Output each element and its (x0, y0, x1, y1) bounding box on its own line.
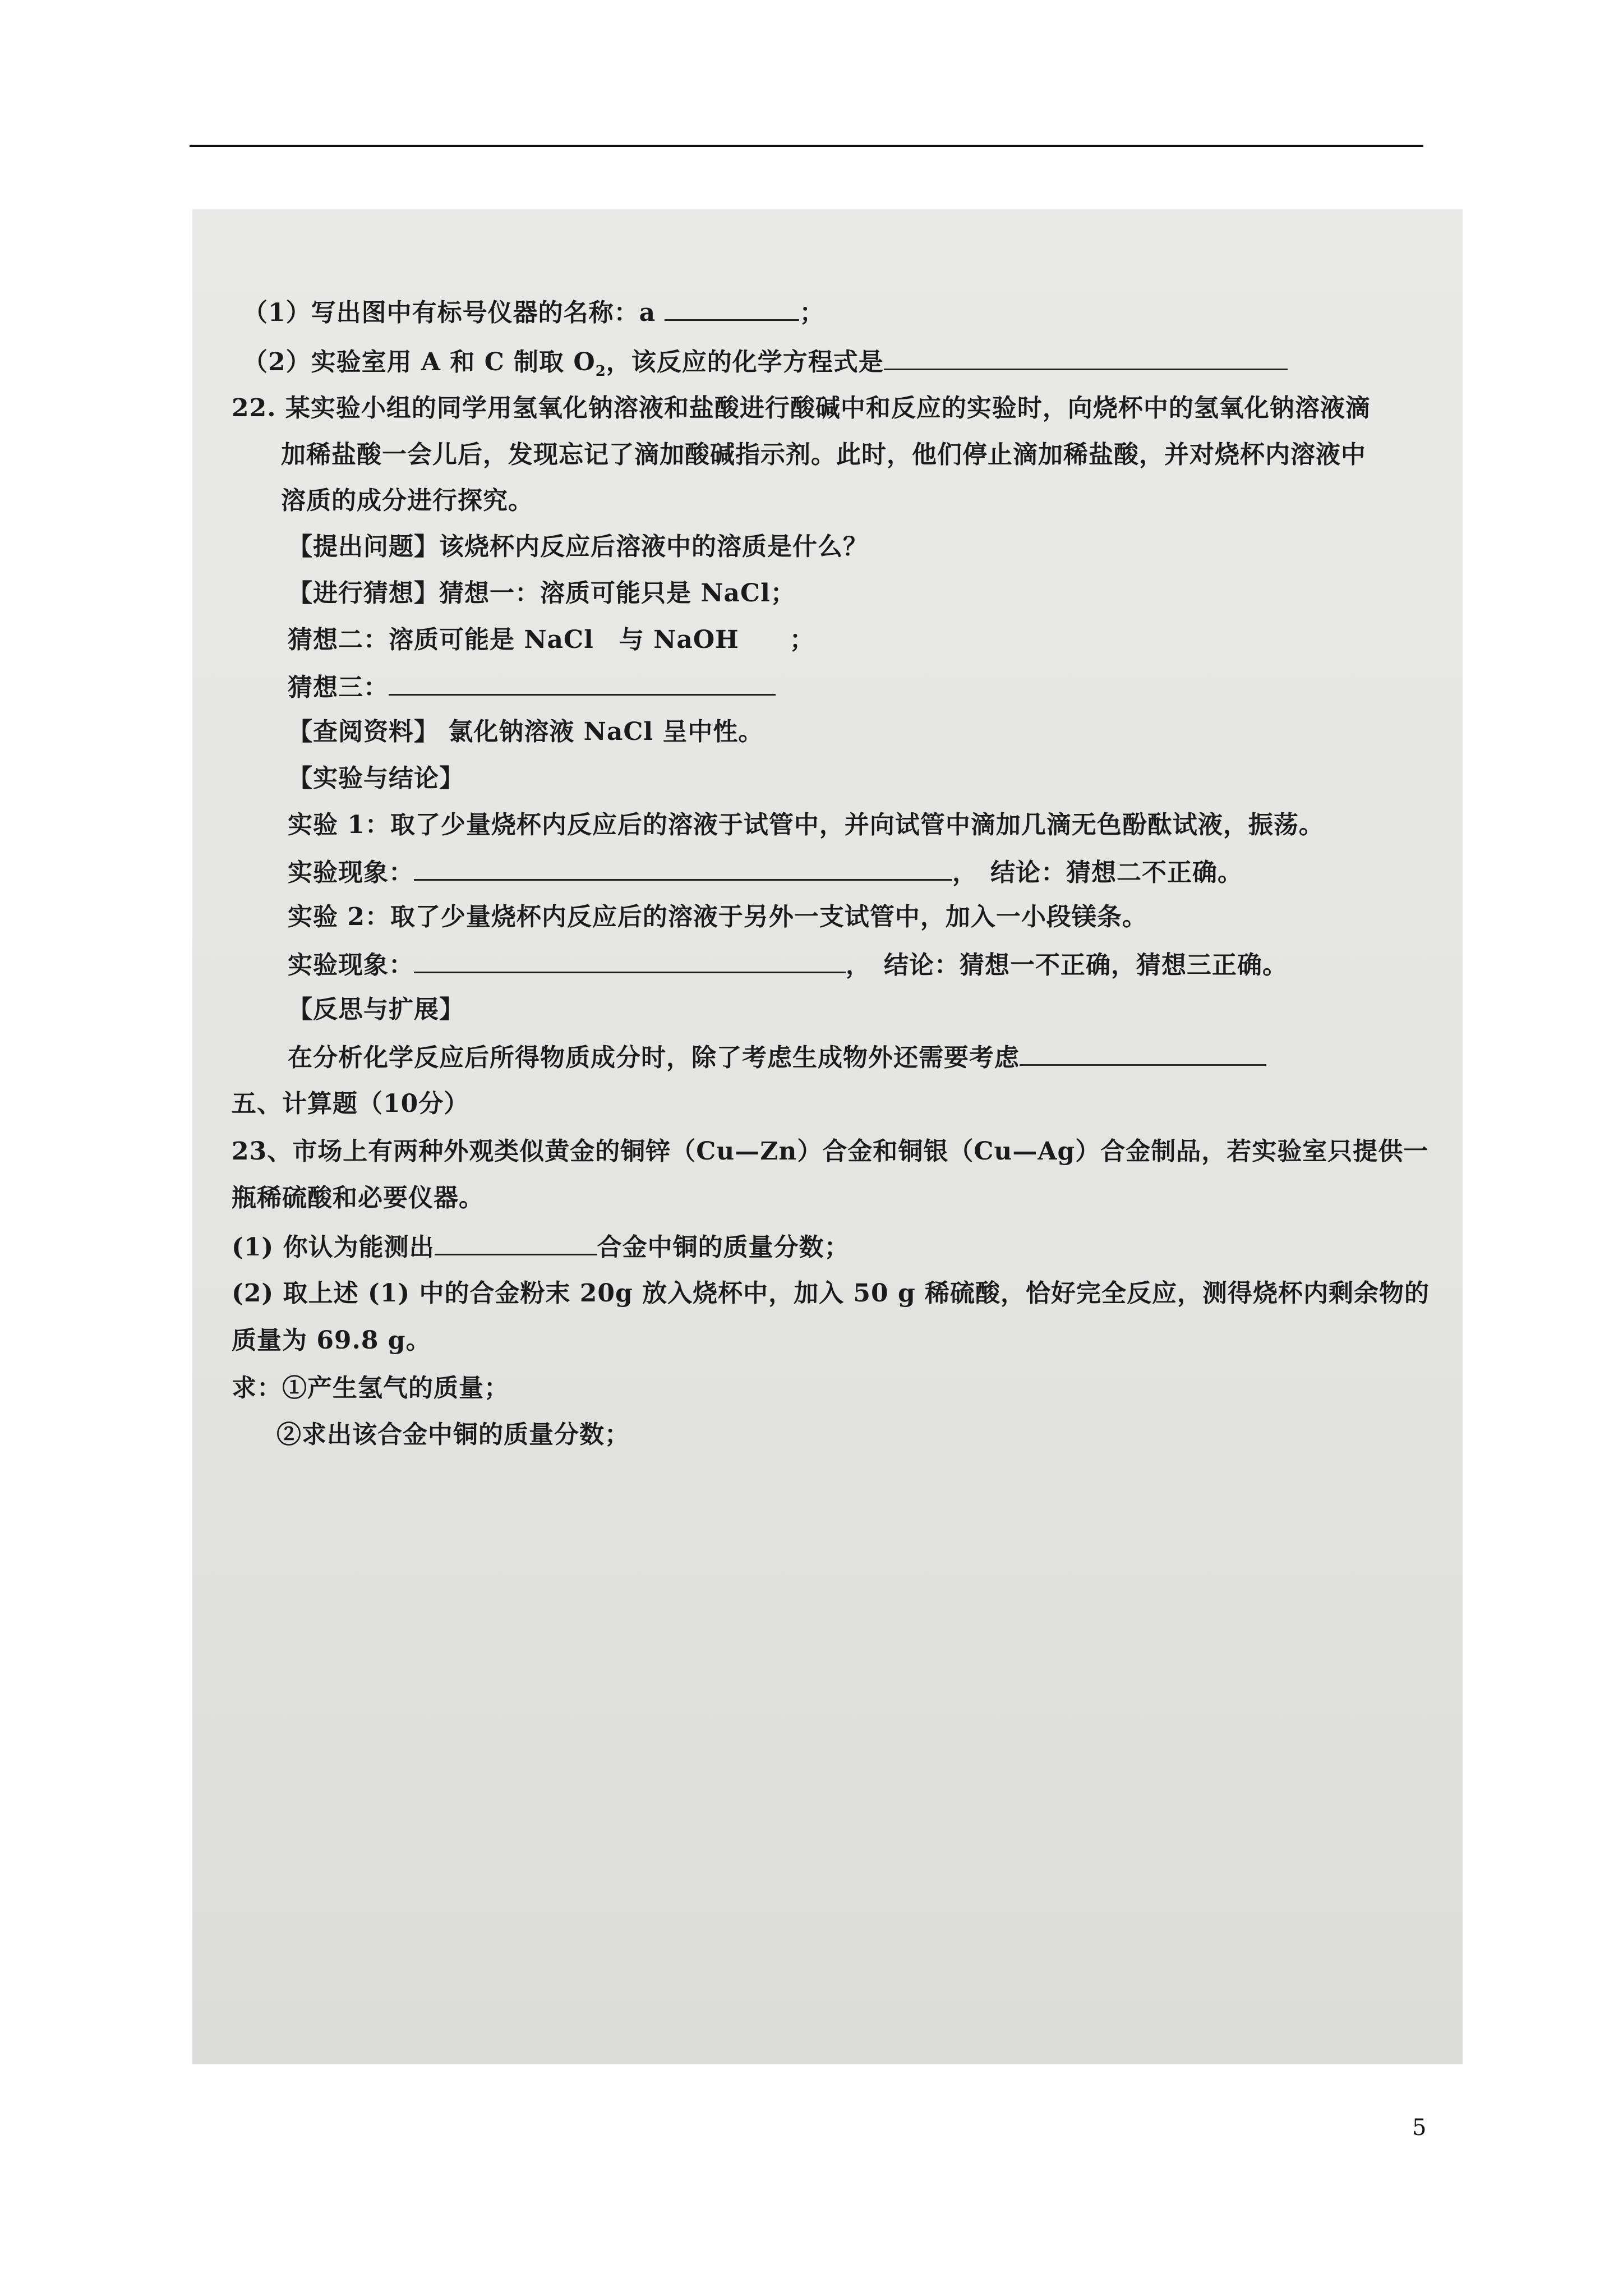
q22-guess-1: 【进行猜想】猜想一：溶质可能只是 NaCl； (288, 579, 796, 608)
q22-guess-3: 猜想三： (288, 669, 776, 705)
q22-guess-2: 猜想二：溶质可能是 NaCl 与 NaOH ； (288, 625, 815, 654)
q23-text-line1: 23、市场上有两种外观类似黄金的铜锌（Cu—Zn）合金和铜银（Cu—Ag）合金制品，若实验室只提供一 (232, 1137, 1429, 1166)
answer-blank (1020, 1039, 1266, 1066)
header-rule (190, 145, 1423, 147)
section-5-title: 五、计算题（10分） (232, 1089, 469, 1118)
q22-text-line1: 22. 某实验小组的同学用氢氧化钠溶液和盐酸进行酸碱中和反应的实验时，向烧杯中的氢氧化钠溶液滴 (232, 394, 1371, 422)
q22-experiment-1: 实验 1：取了少量烧杯内反应后的溶液于试管中，并向试管中滴加几滴无色酚酞试液，振荡。 (288, 811, 1324, 839)
answer-blank (389, 669, 776, 696)
q23-text-line2: 瓶稀硫酸和必要仪器。 (232, 1184, 484, 1212)
answer-blank (414, 947, 846, 973)
q22-reflection-title: 【反思与扩展】 (288, 995, 464, 1024)
q22-observation-2: 实验现象： ， 结论：猜想一不正确，猜想三正确。 (288, 947, 1288, 982)
answer-blank (435, 1229, 597, 1255)
q23-part1: (1) 你认为能测出 合金中铜的质量分数； (232, 1229, 850, 1264)
q22-question: 【提出问题】该烧杯内反应后溶液中的溶质是什么？ (288, 532, 868, 561)
q23-part2-line2: 质量为 69.8 g。 (232, 1326, 431, 1355)
q23-part2-line1: (2) 取上述 (1) 中的合金粉末 20g 放入烧杯中，加入 50 g 稀硫酸，恰好完全反应，测得烧杯内剩余物的 (232, 1279, 1430, 1308)
q23-ask-1: 求：①产生氢气的质量； (232, 1374, 509, 1402)
q23-ask-2: ②求出该合金中铜的质量分数； (276, 1420, 630, 1449)
q21-part2: （2）实验室用 A 和 C 制取 $O_2$，该反应的化学方程式是 (243, 344, 1288, 388)
answer-blank (884, 344, 1288, 370)
page-number: 5 (1412, 2115, 1427, 2141)
q22-text-line3: 溶质的成分进行探究。 (281, 486, 533, 515)
q22-reflection-text: 在分析化学反应后所得物质成分时，除了考虑生成物外还需要考虑 (288, 1039, 1266, 1075)
q22-observation-1: 实验现象： ， 结论：猜想二不正确。 (288, 854, 1243, 890)
q22-text-line2: 加稀盐酸一会儿后，发现忘记了滴加酸碱指示剂。此时，他们停止滴加稀盐酸，并对烧杯内溶液中 (281, 440, 1366, 469)
q22-material: 【查阅资料】 氯化钠溶液 NaCl 呈中性。 (288, 717, 764, 746)
answer-blank (414, 854, 952, 881)
q21-part1: （1）写出图中有标号仪器的名称：a ； (243, 295, 824, 330)
q22-experiment-title: 【实验与结论】 (288, 764, 464, 793)
q22-experiment-2: 实验 2：取了少量烧杯内反应后的溶液于另外一支试管中，加入一小段镁条。 (288, 903, 1147, 931)
answer-blank (665, 295, 799, 321)
scanned-page-photo (192, 209, 1463, 2064)
